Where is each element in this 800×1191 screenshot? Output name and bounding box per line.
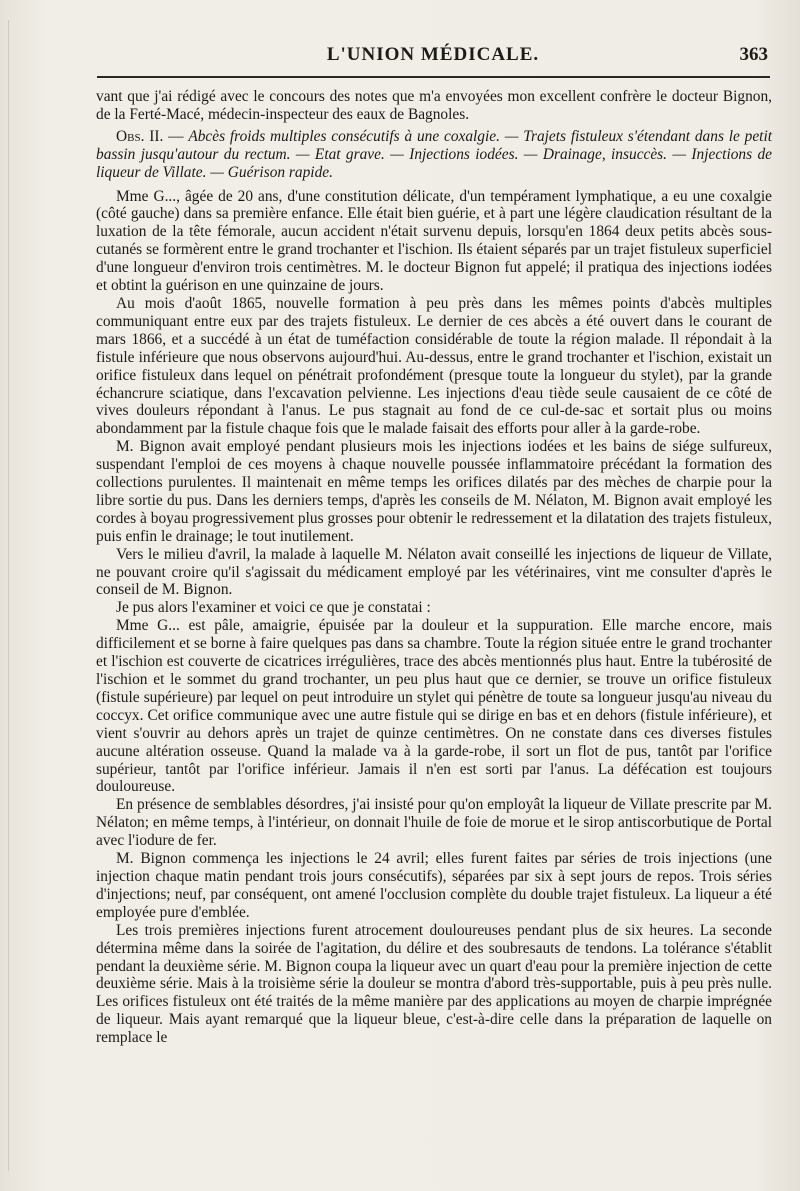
running-head: L'UNION MÉDICALE. bbox=[326, 44, 540, 65]
paragraph-examination-intro: Je pus alors l'examiner et voici ce que je constatai : bbox=[116, 599, 431, 617]
page-gutter bbox=[8, 20, 9, 1171]
observation-heading bbox=[96, 128, 772, 182]
header-rule bbox=[97, 76, 770, 78]
paragraph-consultation: Vers le milieu d'avril, la malade à laquelle M. Nélaton avait conseillé les injections de liqueur de Villate, ne pouvant croire qu'il s'agissait du médicament employé par les vétérinaires, vint me consulter d'après le conseil de M. Bignon. bbox=[96, 545, 772, 599]
page-header bbox=[98, 44, 768, 68]
article-body bbox=[96, 88, 772, 1047]
paragraph-treatment: M. Bignon avait employé pendant plusieurs mois les injections iodées et les bains de siége sulfureux, suspendant l'emploi de ces moyens à chaque nouvelle poussée inflammatoire précédant la formation des collections purulentes. Il maintenait en même temps les orifices dilatés par des mèches de charpie pour la libre sortie du pus. Dans les derniers temps, d'après les conseils de M. Nélaton, M. Bignon avait employé les cordes à boyau progressivement plus grosses pour obtenir le redressement et la dilatation des trajets fistuleux, puis enfin le drainage; le tout inutilement. bbox=[96, 438, 772, 545]
paragraph-injections: M. Bignon commença les injections le 24 avril; elles furent faites par séries de trois injections (une injection chaque matin pendant trois jours consécutifs), séparées par six à sept jours de repos. Trois séries d'injections; neuf, par conséquent, ont amené l'occlusion complète du double trajet fistuleux. La liqueur a été employée pure d'emblée. bbox=[96, 850, 772, 921]
paragraph-history: Mme G..., âgée de 20 ans, d'une constitution délicate, d'un tempérament lymphatique, a eu une coxalgie (côté gauche) dans sa première enfance. Elle était bien guérie, et à part une légère claudication résultant de la luxation de la tête fémorale, aucun accident n'était survenu depuis, lorsqu'en 1864 deux petits abcès sous-cutanés se formèrent entre le grand trochanter et l'ischion. Ils étaient séparés par un trajet fistuleux superficiel d'une longueur d'environ trois centimètres. M. le docteur Bignon fut appelé; il pratiqua des injections iodées et obtint la guérison en une quinzaine de jours. bbox=[96, 187, 772, 295]
paragraph-intro: vant que j'ai rédigé avec le concours des notes que m'a envoyées mon excellent confrère le docteur Bignon, de la Ferté-Macé, médecin-inspecteur des eaux de Bagnoles. bbox=[96, 88, 772, 123]
observation-label: Obs. II. — bbox=[116, 127, 189, 145]
page-number: 363 bbox=[739, 44, 768, 65]
paragraph-recurrence: Au mois d'août 1865, nouvelle formation à peu près dans les mêmes points d'abcès multiples communiquant entre eux par des trajets fistuleux. Le dernier de ces abcès a été ouvert dans le courant de mars 1866, et a succédé à un état de tuméfaction considérable de toute la région malade. Il répondait à la fistule inférieure que nous observons aujourd'hui. Au-dessus, entre le grand trochanter et l'ischion, existait un orifice fistuleux dans lequel on pénétrait profondément (presque toute la longueur du stylet), par la grande échancrure sciatique, dans l'excavation pelvienne. Les injections d'eau tiède seule causaient de ce côté de vives douleurs répondant à l'anus. Le pus stagnait au fond de ce cul-de-sac et sortait plus ou moins abondamment par la fistule chaque fois que le malade faisait des efforts pour aller à la garde-robe. bbox=[96, 294, 772, 438]
paragraph-examination: Mme G... est pâle, amaigrie, épuisée par la douleur et la suppuration. Elle marche encore, mais difficilement et se borne à faire quelques pas dans sa chambre. Toute la région située entre le grand trochanter et l'ischion est couverte de cicatrices irrégulières, trace des abcès mentionnés plus haut. Entre la tubérosité de l'ischion et le sommet du grand trochanter, un peu plus haut que ce dernier, se trouve un orifice fistuleux (fistule supérieure) par lequel on peut introduire un stylet qui pénètre de toute sa longueur jusqu'au niveau du coccyx. Cet orifice communique avec une autre fistule qui se dirige en bas et en dehors (fistule inférieure), et vient s'ouvrir au dehors après un trajet de quinze centimètres. On ne constate dans ces diverses fistules aucune altération osseuse. Quand la malade va à la garde-robe, il sort un flot de pus, tantôt par l'orifice supérieur, tantôt par l'orifice inférieur. Jamais il n'en est sorti par l'anus. La défécation est toujours douloureuse. bbox=[96, 617, 772, 796]
paragraph-outcome: Les trois premières injections furent atrocement douloureuses pendant plus de six heures. La seconde détermina même dans la soirée de l'agitation, du délire et des soubresauts de tendons. La tolérance s'établit pendant la deuxième série. M. Bignon coupa la liqueur avec un quart d'eau pour la première injection de cette deuxième série. Mais à la troisième série la douleur se montra d'abord très-supportable, puis à peu près nulle. Les orifices fistuleux ont été traités de la même manière par des applications au moyen de charpie imprégnée de liqueur. Mais ayant remarqué que la liqueur bleue, c'est-à-dire celle dans la préparation de laquelle on remplace le bbox=[96, 921, 772, 1047]
observation-summary: Abcès froids multiples consécutifs à une coxalgie. — Trajets fistuleux s'étendant dans le petit bassin jusqu'autour du rectum. — Etat grave. — Injections iodées. — Drainage, insuccès. — Injections de liqueur de Villate. — Guérison rapide. bbox=[96, 127, 772, 181]
paragraph-prescription: En présence de semblables désordres, j'ai insisté pour qu'on employât la liqueur de Villate prescrite par M. Nélaton; en même temps, à l'intérieur, on donnait l'huile de foie de morue et le sirop antiscorbutique de Portal avec l'iodure de fer. bbox=[96, 796, 772, 850]
